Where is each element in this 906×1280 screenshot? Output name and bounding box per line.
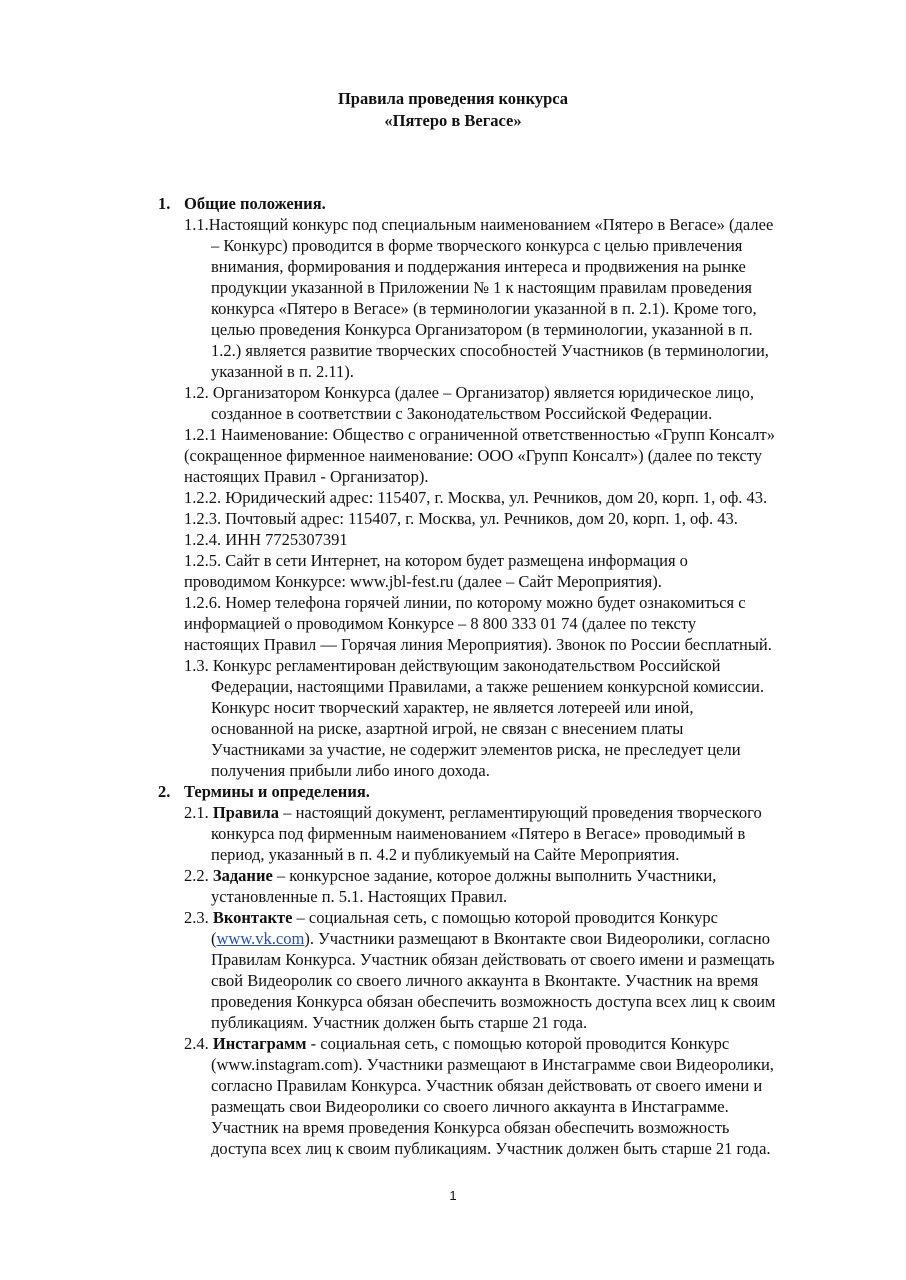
text-line: настоящих Правил — Горячая линия Мероприятия). Звонок по России бесплатный.	[184, 635, 772, 654]
section-number: 2.	[158, 782, 171, 801]
text-line: 1.2.4. ИНН 7725307391	[184, 530, 348, 549]
page-number: 1	[449, 1188, 457, 1203]
text-line: 1.2.3. Почтовый адрес: 115407, г. Москва, ул. Речников, дом 20, корп. 1, оф. 43.	[184, 509, 738, 528]
text-line: 1.2.2. Юридический адрес: 115407, г. Москва, ул. Речников, дом 20, корп. 1, оф. 43.	[184, 488, 768, 507]
text-line: согласно Правилам Конкурса. Участник обязан действовать от своего имени и	[211, 1076, 763, 1095]
text-line: доступа всех лиц к своим публикациям. Участник должен быть старше 21 года.	[211, 1139, 771, 1158]
text-line: 1.2.5. Сайт в сети Интернет, на котором будет размещена информация о	[184, 551, 688, 570]
text-line: (www.vk.com). Участники размещают в Вконтакте свои Видеоролики, согласно	[211, 929, 770, 948]
text-line: основанной на риске, азартной игрой, не связан с внесением платы	[211, 719, 684, 738]
text-line: 1.2. Организатором Конкурса (далее – Организатор) является юридическое лицо,	[184, 383, 754, 402]
text-line: Участник на время проведения Конкурса обязан обеспечить возможность	[211, 1118, 730, 1137]
text-line: размещать свои Видеоролики со своего личного аккаунта в Инстаграмме.	[211, 1097, 729, 1116]
text-line: – Конкурс) проводится в форме творческого конкурса с целью привлечения	[211, 236, 743, 255]
text-line: Участниками за участие, не содержит элементов риска, не преследует цели	[211, 740, 741, 759]
text-line: публикациям. Участник должен быть старше 21 года.	[211, 1013, 588, 1032]
text-line: 2.3. Вконтакте – социальная сеть, с помощью которой проводится Конкурс	[184, 908, 718, 927]
text-line: целью проведения Конкурса Организатором (в терминологии, указанной в п.	[211, 320, 753, 339]
document-title: Правила проведения конкурса	[337, 89, 569, 108]
text-line: 1.2.6. Номер телефона горячей линии, по которому можно будет ознакомиться с	[184, 593, 746, 612]
text-line: продукции указанной в Приложении № 1 к настоящим правилам проведения	[211, 278, 753, 297]
text-line: 1.2.) является развитие творческих способностей Участников (в терминологии,	[211, 341, 769, 360]
text-line: 2.2. Задание – конкурсное задание, которое должны выполнить Участники,	[184, 866, 717, 885]
text-line: указанной в п. 2.11).	[211, 362, 354, 381]
text-line: установленные п. 5.1. Настоящих Правил.	[211, 887, 508, 906]
text-line: внимания, формирования и поддержания интереса и продвижения на рынке	[211, 257, 746, 276]
term-instagram: Инстаграмм	[212, 1034, 307, 1053]
document-subtitle: «Пятеро в Вегасе»	[384, 111, 522, 130]
section-heading: Термины и определения.	[184, 782, 370, 801]
text-line: получения прибыли либо иного дохода.	[211, 761, 490, 780]
text-line: конкурса «Пятеро в Вегасе» (в терминологии указанной в п. 2.1). Кроме того,	[211, 299, 757, 318]
text-line: 1.3. Конкурс регламентирован действующим законодательством Российской	[184, 656, 721, 675]
text-line: свой Видеоролик со своего личного аккаунта в Вконтакте. Участник на время	[211, 971, 759, 990]
text-line: Правилам Конкурса. Участник обязан действовать от своего имени и размещать	[211, 950, 775, 969]
term-vkontakte: Вконтакте	[212, 908, 293, 927]
term-pravila: Правила	[212, 803, 280, 822]
text-line: настоящих Правил - Организатор).	[184, 467, 429, 486]
text-line: период, указанный в п. 4.2 и публикуемый на Сайте Мероприятия.	[211, 845, 680, 864]
text-line: 2.1. Правила – настоящий документ, регламентирующий проведения творческого	[184, 803, 762, 822]
section-heading: Общие положения.	[184, 194, 326, 213]
text-line: созданное в соответствии с Законодательством Российской Федерации.	[211, 404, 713, 423]
term-zadanie: Задание	[212, 866, 273, 885]
text-line: Конкурс носит творческий характер, не является лотереей или иной,	[211, 698, 694, 717]
text-line: 1.1.Настоящий конкурс под специальным наименованием «Пятеро в Вегасе» (далее	[184, 215, 774, 234]
text-line: информацией о проводимом Конкурсе – 8 800 333 01 74 (далее по тексту	[184, 614, 697, 633]
section-number: 1.	[158, 194, 171, 213]
text-line: 2.4. Инстаграмм - социальная сеть, с помощью которой проводится Конкурс	[184, 1034, 730, 1053]
text-line: (сокращенное фирменное наименование: ООО «Групп Консалт») (далее по тексту	[184, 446, 763, 465]
vk-link[interactable]: www.vk.com	[216, 929, 305, 948]
text-line: проведения Конкурса обязан обеспечить возможность доступа всех лиц к своим	[211, 992, 776, 1011]
text-line: Федерации, настоящими Правилами, а также решением конкурсной комиссии.	[211, 677, 764, 696]
text-line: конкурса под фирменным наименованием «Пятеро в Вегасе» проводимый в	[211, 824, 746, 843]
text-line: проводимом Конкурсе: www.jbl-fest.ru (далее – Сайт Мероприятия).	[184, 572, 662, 591]
text-line: 1.2.1 Наименование: Общество с ограниченной ответственностью «Групп Консалт»	[184, 425, 775, 444]
text-line: (www.instagram.com). Участники размещают в Инстаграмме свои Видеоролики,	[211, 1055, 774, 1074]
